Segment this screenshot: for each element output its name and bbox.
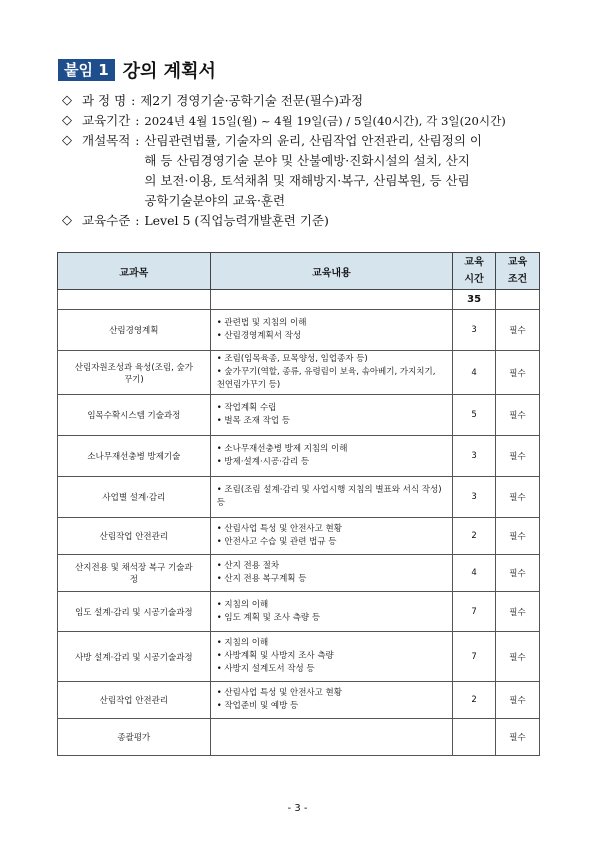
- diamond-icon: ◇: [62, 93, 72, 108]
- content-item: • 작업계획 수립: [217, 402, 446, 415]
- hours-cell: 4: [453, 555, 496, 592]
- header-condition: [496, 253, 540, 290]
- diamond-icon: ◇: [62, 113, 72, 128]
- subject-cell: 임도 설계·감리 및 시공기술과정: [58, 592, 211, 632]
- header-hours: [453, 253, 496, 290]
- course-name-label: 과 정 명: [82, 93, 127, 108]
- condition-cell: 필수: [496, 351, 540, 395]
- content-item: • 소나무재선충병 방제 지침의 이해: [217, 443, 446, 456]
- condition-cell: 필수: [496, 436, 540, 477]
- period-value: 2024년 4월 15일(월) ~ 4월 19일(금) / 5일(40시간), 각 3일(20시간): [144, 114, 506, 128]
- table-row: [58, 592, 540, 632]
- content-cell: [210, 351, 452, 395]
- content-item: • 지침의 이해: [217, 599, 446, 612]
- colon: :: [135, 113, 140, 128]
- diamond-icon: ◇: [62, 213, 72, 228]
- purpose-line: 산림관련법률, 기술자의 윤리, 산림작업 안전관리, 산림정의 이: [144, 133, 482, 148]
- diamond-icon: ◇: [62, 133, 72, 148]
- content-cell: [210, 632, 452, 682]
- condition-cell: 필수: [496, 592, 540, 632]
- subject-cell: 소나무재선충병 방제기술: [58, 436, 211, 477]
- header-hours-line: 시간: [464, 274, 484, 285]
- condition-cell: 필수: [496, 518, 540, 555]
- table-row: [58, 719, 540, 756]
- content-item: • 산지 전용 복구계획 등: [217, 573, 446, 586]
- table-row: [58, 555, 540, 592]
- hours-cell: 3: [453, 436, 496, 477]
- course-info: [62, 91, 582, 231]
- hours-cell: [453, 719, 496, 756]
- condition-cell: 필수: [496, 477, 540, 518]
- content-item: • 산림사업 특성 및 안전사고 현황: [217, 523, 446, 536]
- content-item: • 관련법 및 지침의 이해: [217, 317, 446, 330]
- content-item: • 지침의 이해: [217, 637, 446, 650]
- hours-cell: 4: [453, 351, 496, 395]
- period-row: [62, 111, 582, 131]
- content-cell: [210, 719, 452, 756]
- table-row: [58, 682, 540, 719]
- table-row: [58, 351, 540, 395]
- page-title: 강의 계획서: [122, 61, 216, 82]
- content-item: • 안전사고 수습 및 관련 법규 등: [217, 536, 446, 549]
- table-row: [58, 395, 540, 436]
- condition-cell: 필수: [496, 632, 540, 682]
- purpose-row: [62, 131, 582, 211]
- content-item: • 조림(조림 설계·감리 및 사업시행 지침의 별표와 서식 작성) 등: [217, 484, 446, 510]
- content-cell: [210, 555, 452, 592]
- purpose-label: 개설목적: [82, 133, 131, 148]
- content-cell: [210, 682, 452, 719]
- total-hours: 35: [453, 290, 496, 310]
- header-content: 교육내용: [210, 253, 452, 290]
- hours-cell: 2: [453, 682, 496, 719]
- content-cell: [210, 310, 452, 351]
- subject-cell: 사방 설계·감리 및 시공기술과정: [58, 632, 211, 682]
- period-label: 교육기간: [82, 113, 131, 128]
- page-number: - 3 -: [287, 803, 308, 814]
- header-condition-line: 교육: [507, 257, 528, 268]
- level-value: Level 5 (직업능력개발훈련 기준): [144, 213, 329, 228]
- course-name-row: [62, 91, 582, 111]
- total-empty-cell: [210, 290, 452, 310]
- condition-cell: 필수: [496, 719, 540, 756]
- content-item: • 사방지 설계도서 작성 등: [217, 663, 446, 676]
- condition-cell: 필수: [496, 395, 540, 436]
- content-cell: [210, 395, 452, 436]
- table-row: [58, 632, 540, 682]
- content-cell: [210, 592, 452, 632]
- lecture-plan-table: [57, 252, 540, 756]
- purpose-line: 공학기술분야의 교육·훈련: [144, 193, 286, 208]
- page-header: [58, 57, 216, 83]
- total-empty-cell: [496, 290, 540, 310]
- content-item: • 숲가꾸기(역할, 종류, 유령림이 보육, 솎아베기, 가지치기, 천연림가꾸기 등): [217, 366, 446, 392]
- purpose-line: 해 등 산림경영기술 분야 및 산불예방·진화시설의 설치, 산지: [144, 153, 470, 168]
- content-item: • 작업준비 및 예방 등: [217, 700, 446, 713]
- subject-cell: 산림작업 안전관리: [58, 682, 211, 719]
- colon: :: [135, 133, 140, 148]
- subject-cell: 임목수확시스템 기술과정: [58, 395, 211, 436]
- level-row: [62, 211, 582, 231]
- condition-cell: 필수: [496, 682, 540, 719]
- subject-cell: 사업별 설계·감리: [58, 477, 211, 518]
- content-item: • 임도 계획 및 조사 측량 등: [217, 612, 446, 625]
- table-row: [58, 518, 540, 555]
- content-item: • 방제·설계·시공·감리 등: [217, 456, 446, 469]
- condition-cell: 필수: [496, 555, 540, 592]
- subject-cell: 산지전용 및 채석장 복구 기술과정: [58, 555, 211, 592]
- purpose-value: [144, 131, 582, 211]
- subject-cell: 산림자원조성과 육성(조림, 숲가꾸기): [58, 351, 211, 395]
- colon: :: [131, 93, 136, 108]
- hours-cell: 2: [453, 518, 496, 555]
- content-item: • 산림사업 특성 및 안전사고 현황: [217, 687, 446, 700]
- table-row: [58, 477, 540, 518]
- content-cell: [210, 518, 452, 555]
- table-header-row: [58, 253, 540, 290]
- course-name-value: 제2기 경영기술·공학기술 전문(필수)과정: [140, 93, 364, 108]
- hours-cell: 7: [453, 592, 496, 632]
- content-cell: [210, 436, 452, 477]
- total-empty-cell: [58, 290, 211, 310]
- colon: :: [135, 213, 140, 228]
- table-row: [58, 310, 540, 351]
- hours-cell: 3: [453, 477, 496, 518]
- header-hours-line: 교육: [464, 257, 484, 268]
- hours-cell: 5: [453, 395, 496, 436]
- subject-cell: 산림작업 안전관리: [58, 518, 211, 555]
- content-item: • 벌목 조재 작업 등: [217, 415, 446, 428]
- subject-cell: 산림경영계획: [58, 310, 211, 351]
- content-item: • 조림(임목육종, 묘목양성, 임업종자 등): [217, 353, 446, 366]
- condition-cell: 필수: [496, 310, 540, 351]
- content-item: • 산지 전용 절차: [217, 560, 446, 573]
- content-item: • 사방계획 및 사방지 조사 측량: [217, 650, 446, 663]
- purpose-line: 의 보전·이용, 토석채취 및 재해방지·복구, 산림복원, 등 산림: [144, 173, 470, 188]
- content-item: • 산림경영계획서 작성: [217, 330, 446, 343]
- content-cell: [210, 477, 452, 518]
- table-row: [58, 436, 540, 477]
- total-row: [58, 290, 540, 310]
- header-condition-line: 조건: [507, 274, 528, 285]
- attachment-badge: 붙임 1: [58, 59, 115, 81]
- subject-cell: 종괄평가: [58, 719, 211, 756]
- header-subject: 교과목: [58, 253, 211, 290]
- hours-cell: 7: [453, 632, 496, 682]
- hours-cell: 3: [453, 310, 496, 351]
- level-label: 교육수준: [82, 213, 131, 228]
